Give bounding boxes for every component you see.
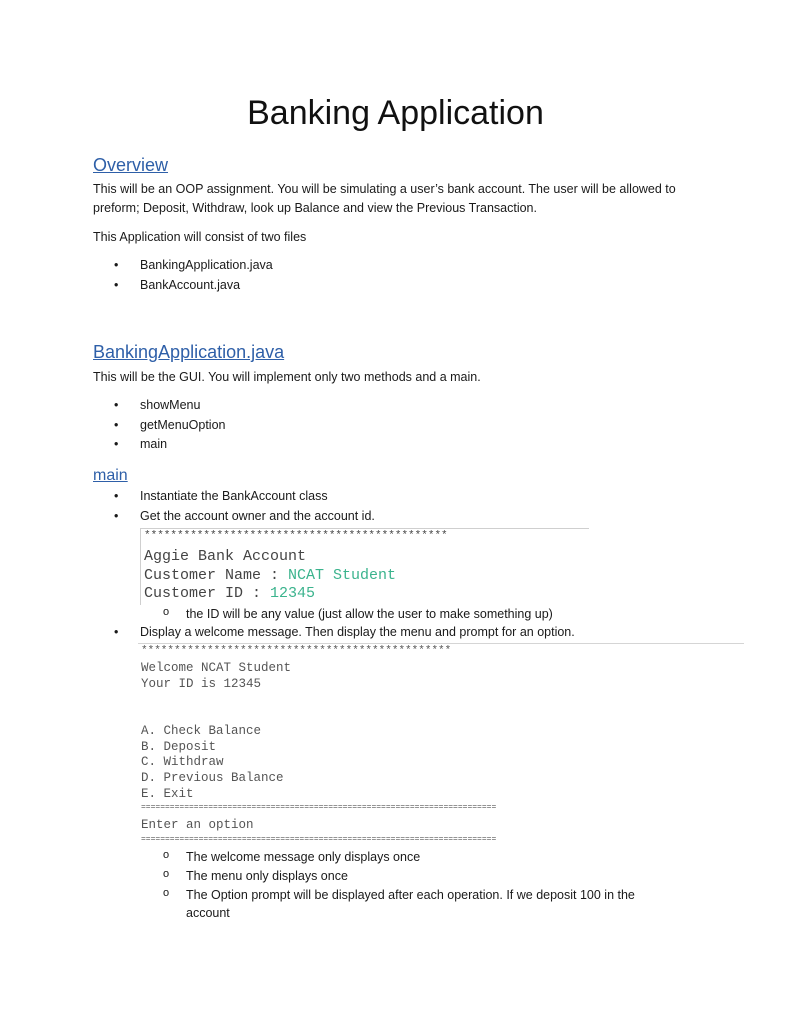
menu-option-a: A. Check Balance — [141, 724, 262, 738]
sub-item-note-3-cont: account — [186, 906, 230, 920]
console2-rule-top: ========================================================================== — [141, 803, 497, 812]
menu-option-d: D. Previous Balance — [141, 771, 284, 785]
console2-prompt: Enter an option — [141, 818, 254, 832]
main-heading: main — [93, 467, 128, 484]
overview-heading: Overview — [93, 155, 169, 175]
page-title: Banking Application — [247, 94, 544, 132]
menu-option-b: B. Deposit — [141, 740, 217, 754]
overview-line-2: preform; Deposit, Withdraw, look up Balance and view the Previous Transaction. — [93, 201, 537, 215]
banking-app-heading: BankingApplication.java — [93, 342, 285, 362]
banking-app-desc: This will be the GUI. You will implement only two methods and a main. — [93, 370, 481, 384]
menu-option-e: E. Exit — [141, 787, 194, 801]
menu-option-c: C. Withdraw — [141, 755, 224, 769]
console2-welcome: Welcome NCAT Student — [141, 661, 292, 675]
console-account-title: Aggie Bank Account — [144, 548, 307, 565]
console2-id-line: Your ID is 12345 — [141, 677, 262, 691]
console-stars: ********************************************** — [144, 530, 448, 542]
console-customer-name: Customer Name : NCAT Student — [144, 567, 397, 584]
console-customer-id: Customer ID : 12345 — [144, 585, 316, 602]
console2-stars: *********************************************** — [141, 645, 452, 657]
files-intro: This Application will consist of two files — [93, 230, 307, 244]
console2-rule-bottom: ========================================================================== — [141, 835, 497, 844]
overview-line-1: This will be an OOP assignment. You will be simulating a user’s bank account. The user will be allowed to — [93, 182, 676, 196]
